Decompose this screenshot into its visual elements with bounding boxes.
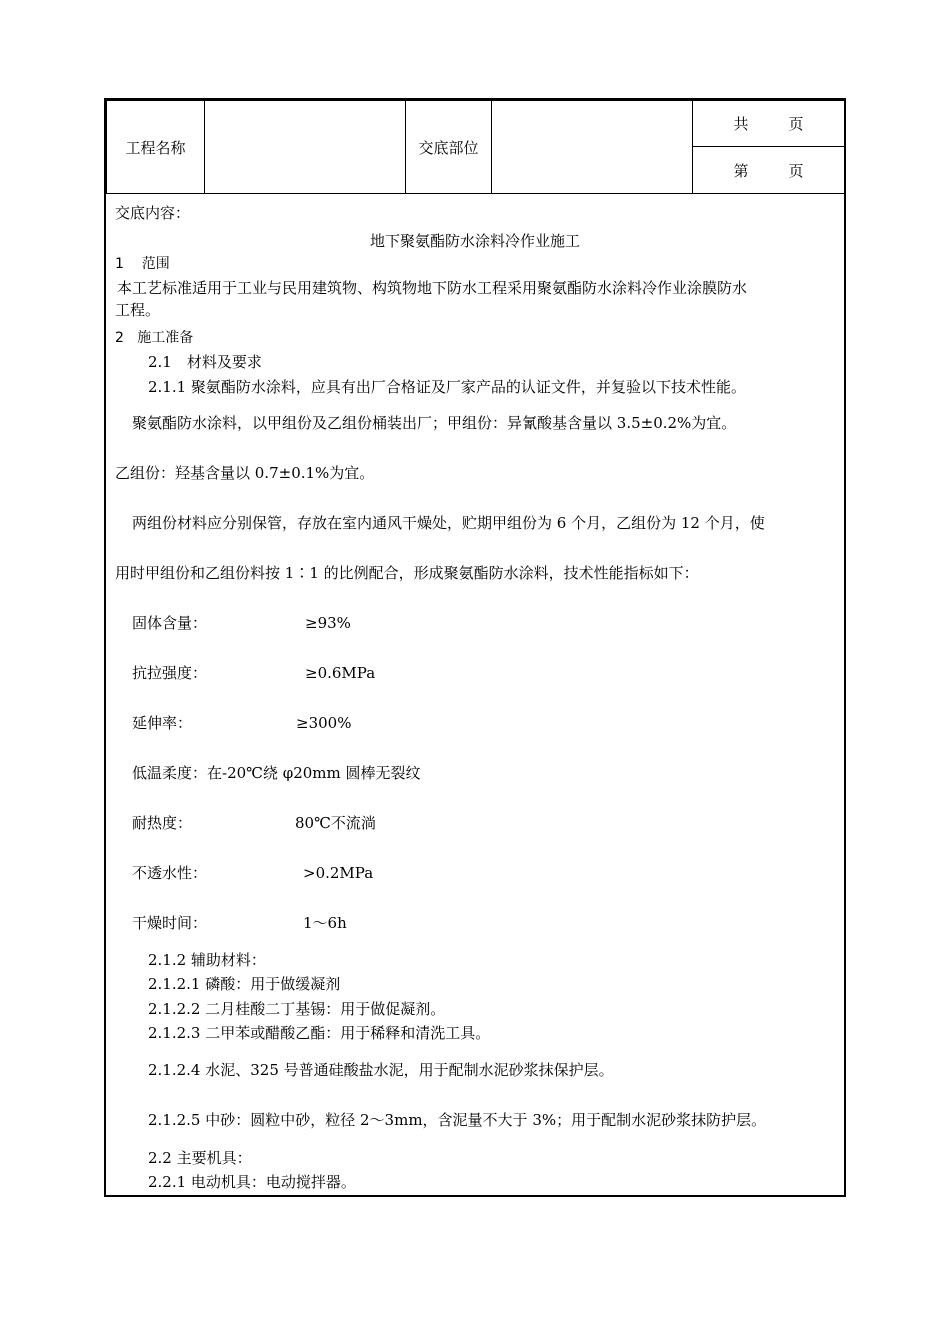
spec-value: ≥0.6MPa <box>305 664 376 682</box>
project-name-field[interactable] <box>205 101 406 194</box>
spec-item: 固体含量： <box>132 614 208 632</box>
subsection-2-1: 2.1 材料及要求 <box>148 353 262 371</box>
spec-item: 抗拉强度： <box>132 664 208 682</box>
paragraph-components: 聚氨酯防水涂料，以甲组份及乙组份桶装出厂；甲组份：异氰酸基含量以 3.5±0.2%为宜。 <box>132 414 737 432</box>
subsection-2-1-1: 2.1.1 聚氨酯防水涂料，应具有出厂合格证及厂家产品的认证文件，并复验以下技术性能。 <box>148 378 746 396</box>
section-1-text-cont: 工程。 <box>115 301 161 319</box>
paragraph-storage: 两组份材料应分别保管，存放在室内通风干燥处，贮期甲组份为 6 个月，乙组份为 12 个月，使 <box>132 514 765 532</box>
project-name-label: 工程名称 <box>107 101 205 194</box>
total-pages: 共 页 <box>693 101 845 147</box>
item-2-1-2-3: 2.1.2.3 二甲苯或醋酸乙酯：用于稀释和清洗工具。 <box>148 1024 491 1042</box>
doc-title: 地下聚氨酯防水涂料冷作业施工 <box>369 232 580 250</box>
spec-value: 1～6h <box>303 914 347 932</box>
item-2-1-2-2: 2.1.2.2 二月桂酸二丁基锡：用于做促凝剂。 <box>148 1000 446 1018</box>
item-2-1-2-5: 2.1.2.5 中砂：圆粒中砂，粒径 2～3mm，含泥量不大于 3%；用于配制水泥砂浆抹防护层。 <box>148 1111 767 1129</box>
spec-value: ≥300% <box>296 714 352 732</box>
item-2-1-2-1: 2.1.2.1 磷酸：用于做缓凝剂 <box>148 975 341 993</box>
spec-value: ≥93% <box>305 614 351 632</box>
spec-item: 延伸率： <box>132 714 193 732</box>
page-number: 第 页 <box>693 147 845 194</box>
location-label: 交底部位 <box>406 101 492 194</box>
item-2-2-1: 2.2.1 电动机具：电动搅拌器。 <box>148 1173 356 1191</box>
paragraph-storage-cont: 用时甲组份和乙组份料按 1∶1 的比例配合，形成聚氨酯防水涂料，技术性能指标如下： <box>115 564 699 582</box>
spec-item: 不透水性： <box>132 864 208 882</box>
section-1-heading: 1 范围 <box>115 256 170 272</box>
paragraph-component-b: 乙组份：羟基含量以 0.7±0.1%为宜。 <box>115 464 375 482</box>
subsection-2-2: 2.2 主要机具： <box>148 1149 252 1167</box>
item-2-1-2-4: 2.1.2.4 水泥、325 号普通硅酸盐水泥，用于配制水泥砂浆抹保护层。 <box>148 1061 614 1079</box>
spec-item: 低温柔度：在-20℃绕 φ20mm 圆棒无裂纹 <box>132 764 421 782</box>
disclosure-form <box>104 98 846 1197</box>
spec-item: 耐热度： <box>132 814 193 832</box>
spec-value: >0.2MPa <box>303 864 374 882</box>
location-field[interactable] <box>492 101 693 194</box>
section-2-heading: 2 施工准备 <box>115 330 194 346</box>
intro-label: 交底内容： <box>115 204 191 222</box>
section-1-text: 本工艺标准适用于工业与民用建筑物、构筑物地下防水工程采用聚氨酯防水涂料冷作业涂膜防水 <box>117 279 748 297</box>
spec-value: 80℃不流淌 <box>295 814 376 832</box>
spec-item: 干燥时间： <box>132 914 208 932</box>
header-table <box>106 100 845 194</box>
subsection-2-1-2: 2.1.2 辅助材料： <box>148 951 266 969</box>
